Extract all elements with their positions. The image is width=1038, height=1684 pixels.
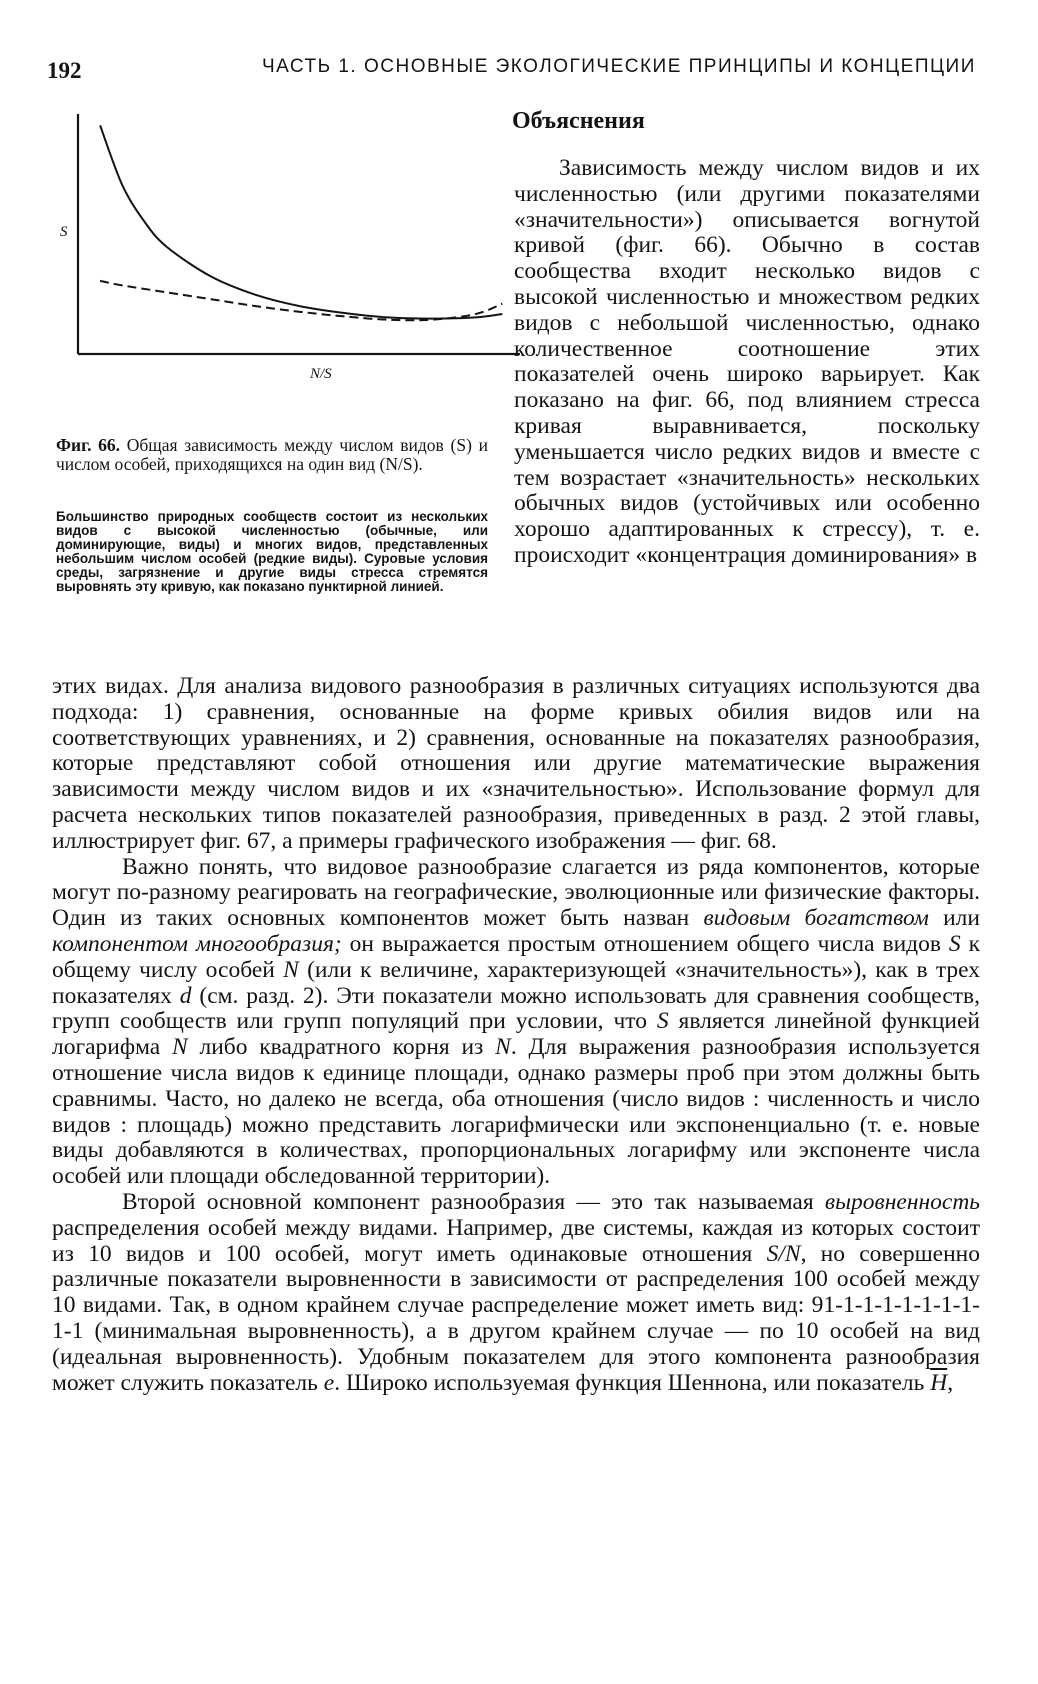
dashed-curve-stress xyxy=(100,281,502,320)
y-axis-label: S xyxy=(60,224,68,240)
var-S: S xyxy=(656,1008,669,1035)
var-d: d xyxy=(179,982,192,1009)
var-S-over-N: S/N xyxy=(766,1240,801,1267)
running-title: ЧАСТЬ 1. ОСНОВНЫЕ ЭКОЛОГИЧЕСКИЕ ПРИНЦИПЫ И КОНЦЕПЦИИ xyxy=(262,56,976,77)
var-H-bar: $\overline{H}$ xyxy=(930,1369,948,1396)
text-run: Второй основной компонент разнообразия — это так называемая xyxy=(122,1188,825,1215)
figure-66 xyxy=(54,108,524,408)
figure-caption-label: Фиг. 66. xyxy=(56,435,121,455)
paragraph-1-continued: этих видах. Для анализа видового разнообразия в различных ситуациях используются два подхода: 1) сравнения, основанные на форме кривых обилия видов или на соответствующих уравнениях, и 2) сравнения, основанные на показателях разнообразия, которые представляют собой отношения или другие математические выражения зависимости между числом видов и их «значительностью». Использование формул для расчета нескольких типов показателей разнообразия, приведенных в разд. 2 этой главы, иллюстрирует фиг. 67, а примеры графического изображения — фиг. 68. xyxy=(52,673,980,854)
text-run: он выражается простым отношением общего числа видов xyxy=(341,930,949,957)
var-N: N xyxy=(495,1034,511,1061)
text-run: (см. разд. 2). Эти показатели можно использовать для сравнения сообществ, групп сообществ или групп популяций при условии, что xyxy=(52,982,980,1035)
page-number: 192 xyxy=(47,58,82,83)
x-axis-label: N/S xyxy=(310,366,332,382)
solid-curve-typical xyxy=(100,125,502,318)
section-title: Объяснения xyxy=(512,108,645,134)
var-S: S xyxy=(948,930,961,957)
var-e: e xyxy=(323,1369,335,1396)
paragraph-3 xyxy=(52,1190,980,1396)
term-evenness: выровненность xyxy=(824,1188,980,1215)
right-column-text xyxy=(514,156,980,569)
text-run: , xyxy=(947,1369,954,1396)
text-run: или xyxy=(928,905,980,932)
main-text xyxy=(52,674,980,1396)
term-variety-component: компонентом многообразия; xyxy=(52,930,342,957)
figure-caption-text: Общая зависимость между числом видов (S) и числом особей, приходящихся на один вид (N/S). xyxy=(56,435,488,474)
text-run: . Широко используемая функция Шеннона, или показатель xyxy=(334,1369,931,1396)
text-run: распределения особей между видами. Например, две системы, каждая из которых состоит из 10 видов и 100 особей, могут иметь одинаковые отношения xyxy=(52,1214,980,1267)
text-run: является линейной функцией логарифма xyxy=(52,1008,980,1061)
figure-66-chart xyxy=(54,108,524,408)
figure-note: Большинство природных сообществ состоит из нескольких видов с высокой численностью (обычные, или доминирующие, виды) и многих видов, представленных небольшим числом особей (редкие виды). Суровые условия среды, загрязнение и другие виды стресса стремятся выровнять эту кривую, как показано пунктирной линией. xyxy=(56,509,488,594)
paragraph-2 xyxy=(52,855,980,1190)
text-run: либо квадратного корня из xyxy=(187,1034,496,1061)
var-N: N xyxy=(172,1034,188,1061)
text-run: к общему числу особей xyxy=(52,930,980,983)
text-run: (или к величине, характеризующей «значительность»), как в трех показателях xyxy=(52,956,980,1009)
paragraph-1: Зависимость между числом видов и их численностью (или другими показателями «значительности») описывается вогнутой кривой (фиг. 66). Обычно в состав сообщества входит несколько видов с высокой численностью и множеством редких видов с небольшой численностью, однако количественное соотношение этих показателей очень широко варьирует. Как показано на фиг. 66, под влиянием стресса кривая выравнивается, поскольку уменьшается число редких видов и вместе с тем возрастает «значительность» нескольких обычных видов (устойчивых или особенно хорошо адаптированных к стрессу), т. е. происходит «концентрация доминирования» в xyxy=(514,155,980,568)
text-run: , но совершенно различные показатели выровненности в зависимости от распределения 100 особей между 10 видами. Так, в одном крайнем случае распределение может иметь вид: 91-1-1-1-1-1-1-1-1-1 (минимальная выровненность), а в другом крайнем случае — по 10 особей на вид (идеальная выровненность). Удобным показателем для этого компонента разнообразия может служить показатель xyxy=(52,1240,980,1396)
figure-caption xyxy=(56,436,488,474)
text-run: Важно понять, что видовое разнообразие слагается из ряда компонентов, которые могут по-разному реагировать на географические, эволюционные или физические факторы. Один из таких основных компонентов может быть назван xyxy=(52,853,980,932)
text-run: . Для выражения разнообразия используется отношение числа видов к единице площади, однако размеры проб при этом должны быть сравнимы. Часто, но далеко не всегда, оба отношения (число видов : численность и число видов : площадь) можно представить логарифмически или экспоненциально (т. е. новые виды добавляются в количествах, пропорциональных логарифму или экспоненте числа особей или площади обследованной территории). xyxy=(52,1034,980,1190)
term-species-richness: видовым богатством xyxy=(703,905,929,932)
var-N: N xyxy=(283,956,299,983)
